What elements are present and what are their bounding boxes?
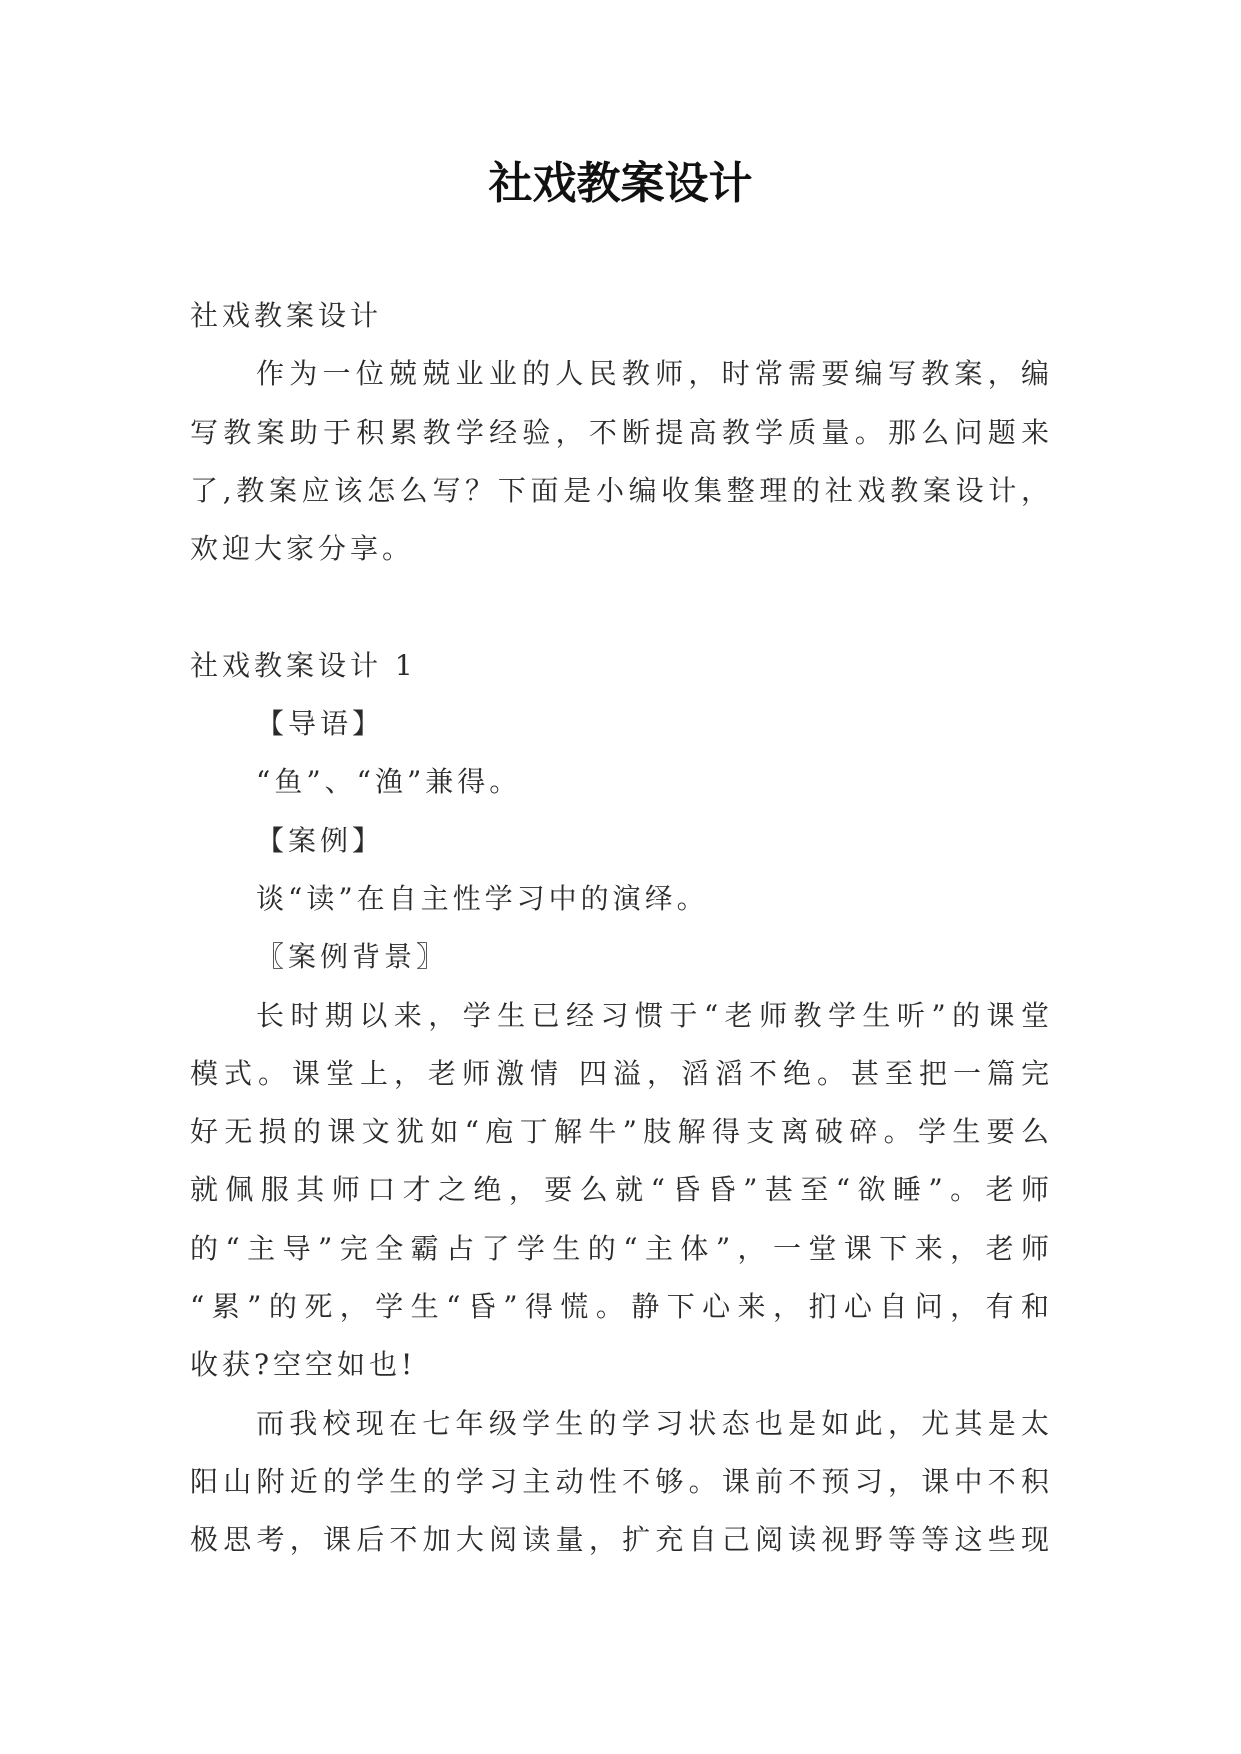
intro-line: 了,教案应该怎么写？下面是小编收集整理的社戏教案设计， <box>190 473 1053 507</box>
background-line: 就佩服其师口才之绝，要么就“昏昏”甚至“欲睡”。老师 <box>190 1173 1053 1207</box>
background-line: 收获?空空如也! <box>190 1348 417 1382</box>
lead-label: 【导语】 <box>256 707 385 741</box>
background-line: “累”的死，学生“昏”得慌。静下心来，扪心自问，有和 <box>190 1290 1053 1324</box>
document-body <box>190 287 1053 1570</box>
document-subtitle: 社戏教案设计 <box>190 299 383 332</box>
status-line: 而我校现在七年级学生的学习状态也是如此，尤其是太 <box>256 1406 1053 1440</box>
status-line: 极思考，课后不加大阅读量，扩充自己阅读视野等等这些现 <box>190 1523 1053 1557</box>
case-label: 【案例】 <box>256 823 385 857</box>
status-line: 阳山附近的学生的学习主动性不够。课前不预习，课中不积 <box>190 1464 1053 1498</box>
background-line: 的“主导”完全霸占了学生的“主体”，一堂课下来，老师 <box>190 1231 1053 1265</box>
case-title: 谈“读”在自主性学习中的演绎。 <box>256 881 709 915</box>
case-background-label: 〖案例背景〗 <box>256 940 449 974</box>
intro-line: 作为一位兢兢业业的人民教师，时常需要编写教案，编 <box>256 357 1053 391</box>
intro-line: 写教案助于积累教学经验，不断提高教学质量。那么问题来 <box>190 415 1053 449</box>
document-title: 社戏教案设计 <box>488 158 753 209</box>
background-line: 好无损的课文犹如“庖丁解牛”肢解得支离破碎。学生要么 <box>190 1115 1053 1149</box>
blank-line <box>190 578 1053 636</box>
background-line: 长时期以来，学生已经习惯于“老师教学生听”的课堂 <box>256 998 1053 1032</box>
lead-text: “鱼”、“渔”兼得。 <box>256 765 522 799</box>
section-heading: 社戏教案设计 1 <box>190 648 417 682</box>
background-line: 模式。课堂上，老师激情 四溢，滔滔不绝。甚至把一篇完 <box>190 1056 1053 1090</box>
intro-line: 欢迎大家分享。 <box>190 532 415 566</box>
